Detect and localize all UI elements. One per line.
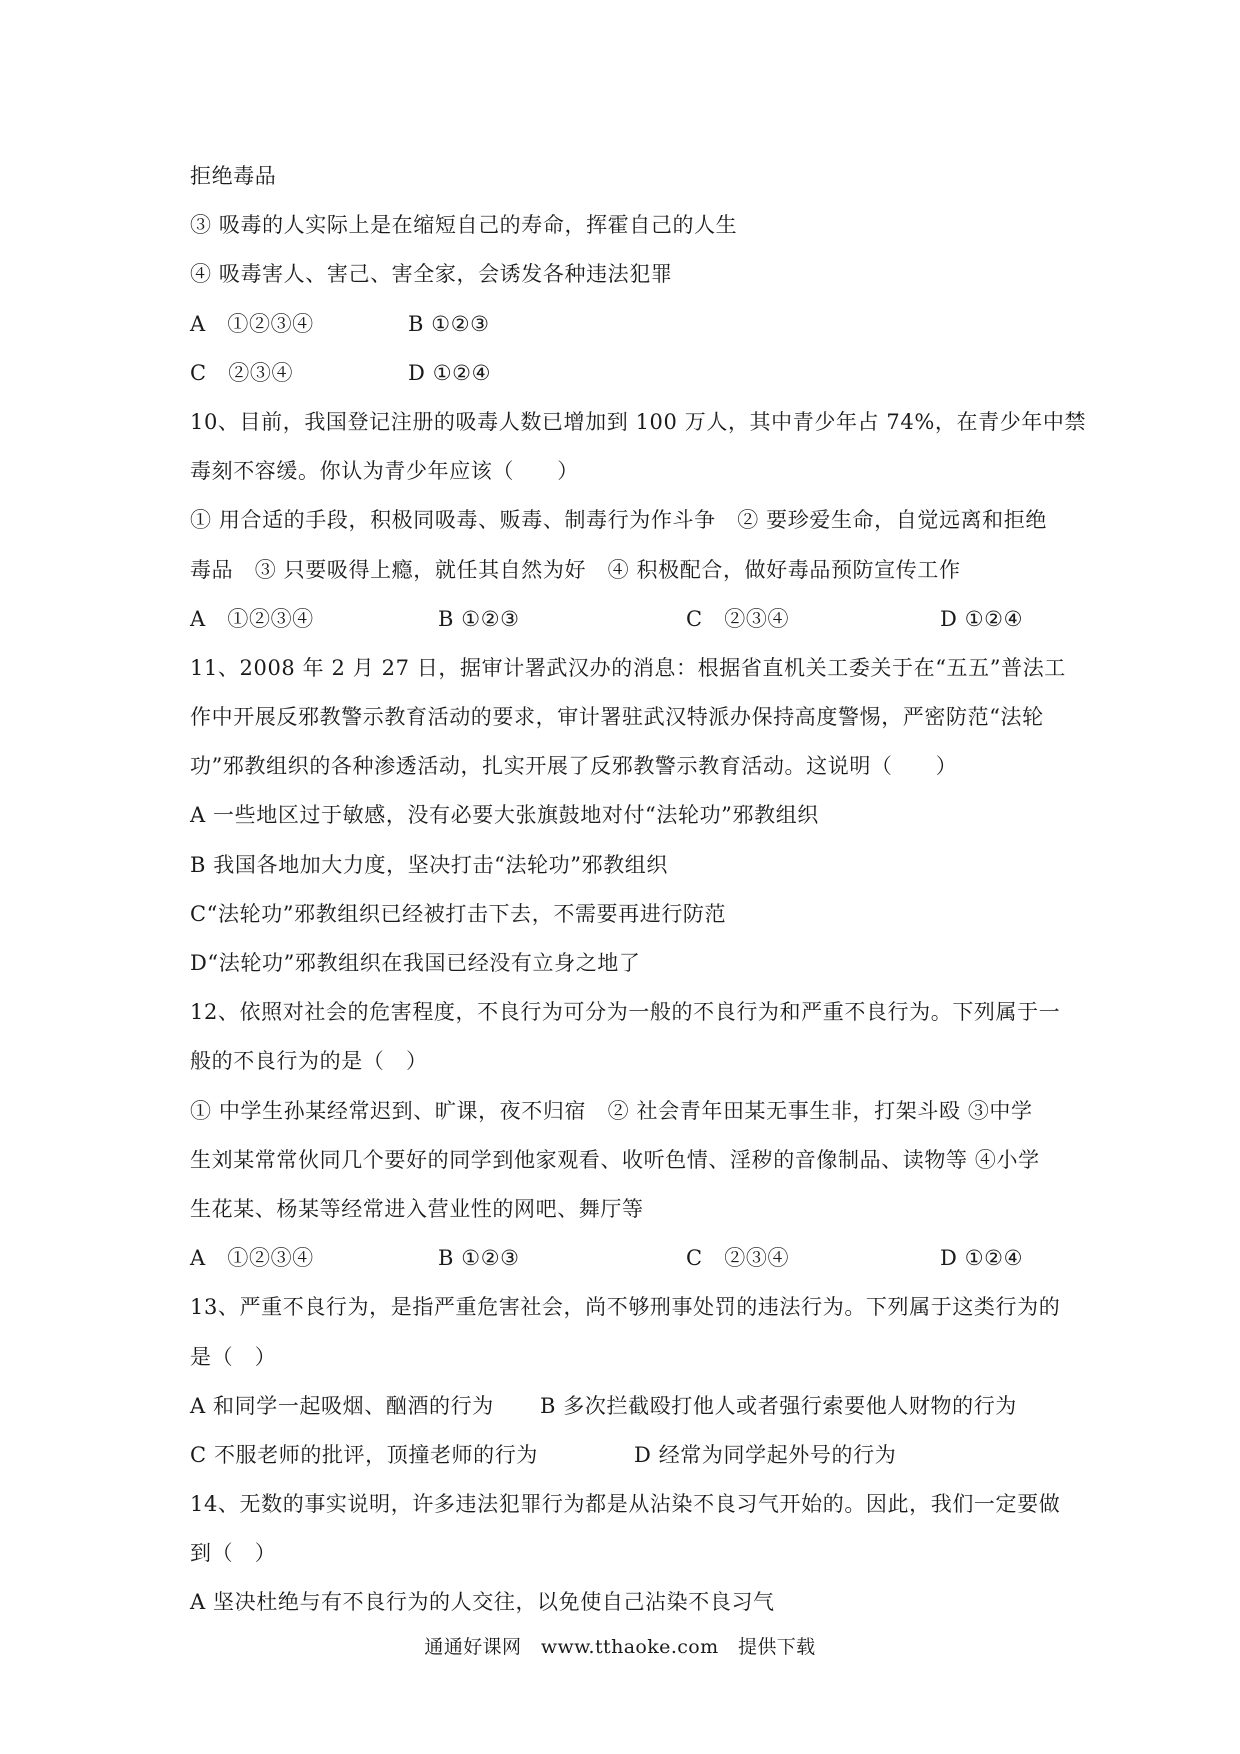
text-line: 作中开展反邪教警示教育活动的要求，审计署驻武汉特派办保持高度警惕，严密防范“法轮 <box>190 705 1044 730</box>
q11-option-c: C“法轮功”邪教组织已经被打击下去，不需要再进行防范 <box>190 901 727 926</box>
q10-option-d: D ①②④ <box>940 606 1023 631</box>
q13-options-row1 <box>190 1382 1060 1431</box>
q10-option-a: A ①②③④ <box>190 606 314 631</box>
q13-option-a: A 和同学一起吸烟、酗酒的行为 <box>190 1393 494 1418</box>
question-content <box>190 152 1087 1628</box>
q9-options-row2 <box>190 349 1060 398</box>
q10-option-b: B ①②③ <box>438 606 520 631</box>
q9-option-b: B ①②③ <box>408 311 490 336</box>
page-footer: 通通好课网 www.tthaoke.com 提供下载 <box>424 1636 816 1658</box>
text-line: ① 中学生孙某经常迟到、旷课，夜不归宿 ② 社会青年田某无事生非，打架斗殴 ③中学 <box>190 1098 1033 1123</box>
text-line: 功”邪教组织的各种渗透活动，扎实开展了反邪教警示教育活动。这说明（ ） <box>190 754 958 779</box>
q13-options-row2 <box>190 1431 1060 1480</box>
q13-option-c: C 不服老师的批评，顶撞老师的行为 <box>190 1442 538 1467</box>
q9-option-d: D ①②④ <box>408 360 491 385</box>
q10-option-c: C ②③④ <box>686 606 790 631</box>
question-12-stem: 12、依照对社会的危害程度，不良行为可分为一般的不良行为和严重不良行为。下列属于一 <box>190 1000 1061 1025</box>
q11-option-a: A 一些地区过于敏感，没有必要大张旗鼓地对付“法轮功”邪教组织 <box>190 803 819 828</box>
text-line: ④ 吸毒害人、害己、害全家，会诱发各种违法犯罪 <box>190 262 673 287</box>
text-line: 是（ ） <box>190 1344 277 1369</box>
text-line: 拒绝毒品 <box>190 164 277 188</box>
text-line: ③ 吸毒的人实际上是在缩短自己的寿命，挥霍自己的人生 <box>190 213 738 238</box>
q12-option-a: A ①②③④ <box>190 1246 314 1271</box>
q13-option-b: B 多次拦截殴打他人或者强行索要他人财物的行为 <box>540 1393 1017 1418</box>
q12-options <box>190 1234 1060 1283</box>
text-line: 生刘某常常伙同几个要好的同学到他家观看、收听色情、淫秽的音像制品、读物等 ④小学 <box>190 1147 1040 1172</box>
question-14-stem: 14、无数的事实说明，许多违法犯罪行为都是从沾染不良习气开始的。因此，我们一定要做 <box>190 1492 1061 1517</box>
text-line: 毒刻不容缓。你认为青少年应该（ ） <box>190 459 579 484</box>
q9-option-c: C ②③④ <box>190 360 294 385</box>
q11-option-d: D“法轮功”邪教组织在我国已经没有立身之地了 <box>190 951 641 975</box>
q9-option-a: A ①②③④ <box>190 311 314 336</box>
text-line: 生花某、杨某等经常进入营业性的网吧、舞厅等 <box>190 1196 644 1221</box>
q9-options-row1 <box>190 300 1060 349</box>
question-11-stem: 11、2008 年 2 月 27 日，据审计署武汉办的消息：根据省直机关工委关于在“五五”普法工 <box>190 655 1066 680</box>
q13-option-d: D 经常为同学起外号的行为 <box>634 1442 897 1467</box>
q12-option-c: C ②③④ <box>686 1246 790 1271</box>
text-line: ① 用合适的手段，积极同吸毒、贩毒、制毒行为作斗争 ② 要珍爱生命，自觉远离和拒绝 <box>190 508 1047 533</box>
q14-option-a: A 坚决杜绝与有不良行为的人交往，以免使自己沾染不良习气 <box>190 1590 775 1615</box>
q12-option-d: D ①②④ <box>940 1246 1023 1271</box>
question-10-stem: 10、目前，我国登记注册的吸毒人数已增加到 100 万人，其中青少年占 74%，在青少年中禁 <box>190 409 1087 434</box>
q12-option-b: B ①②③ <box>438 1246 520 1271</box>
text-line: 到（ ） <box>190 1541 277 1566</box>
text-line: 般的不良行为的是（ ） <box>190 1049 428 1074</box>
q10-options <box>190 595 1060 644</box>
question-13-stem: 13、严重不良行为，是指严重危害社会，尚不够刑事处罚的违法行为。下列属于这类行为的 <box>190 1295 1061 1320</box>
text-line: 毒品 ③ 只要吸得上瘾，就任其自然为好 ④ 积极配合，做好毒品预防宣传工作 <box>190 557 961 582</box>
q11-option-b: B 我国各地加大力度，坚决打击“法轮功”邪教组织 <box>190 852 668 877</box>
